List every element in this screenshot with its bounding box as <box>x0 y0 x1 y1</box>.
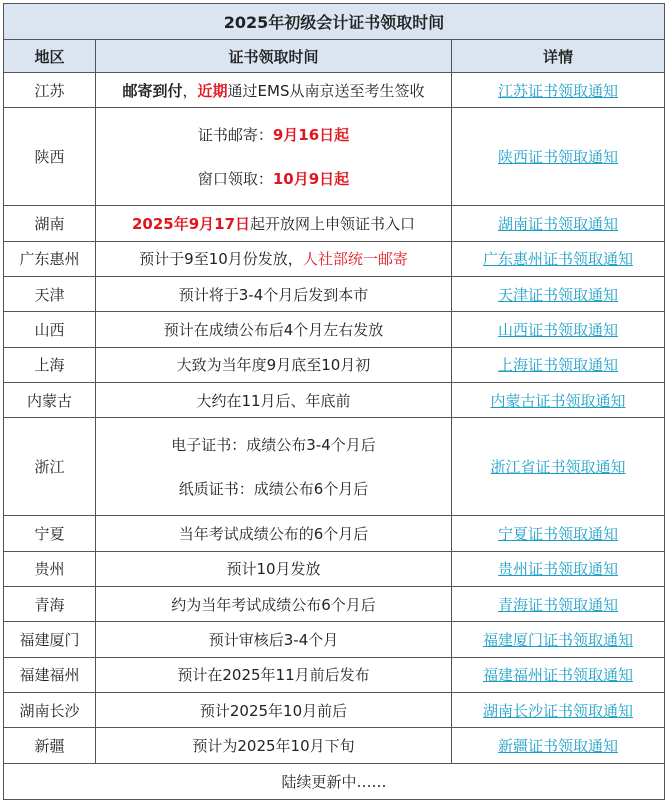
time-cell <box>96 73 452 108</box>
notice-link[interactable]: 上海证书领取通知 <box>498 356 619 375</box>
notice-link[interactable]: 青海证书领取通知 <box>498 595 619 614</box>
detail-cell <box>452 73 665 108</box>
time-text: 通过EMS从南京送至考生签收 <box>227 81 425 100</box>
notice-link[interactable]: 福建福州证书领取通知 <box>483 666 634 685</box>
notice-link[interactable]: 浙江省证书领取通知 <box>490 458 626 477</box>
region-cell: 广东惠州 <box>4 241 96 276</box>
region-cell: 福建福州 <box>4 657 96 692</box>
detail-cell <box>452 277 665 312</box>
column-header-region: 地区 <box>4 40 96 73</box>
detail-cell <box>452 551 665 586</box>
detail-cell <box>452 587 665 622</box>
time-text: 预计在2025年11月前后发布 <box>177 666 370 685</box>
time-cell <box>96 551 452 586</box>
notice-link[interactable]: 新疆证书领取通知 <box>498 737 619 756</box>
region-cell: 山西 <box>4 312 96 347</box>
detail-cell <box>452 693 665 728</box>
time-text: 预计在成绩公布后4个月左右发放 <box>163 321 384 340</box>
region-cell: 青海 <box>4 587 96 622</box>
table-row <box>4 277 665 312</box>
time-cell <box>96 383 452 418</box>
table-row <box>4 383 665 418</box>
notice-link[interactable]: 宁夏证书领取通知 <box>498 525 619 544</box>
detail-cell <box>452 383 665 418</box>
detail-cell <box>452 418 665 516</box>
detail-cell <box>452 206 665 241</box>
notice-link[interactable]: 山西证书领取通知 <box>498 321 619 340</box>
time-text: 人社部统一邮寄 <box>302 250 408 269</box>
detail-cell <box>452 622 665 657</box>
table-row <box>4 73 665 108</box>
region-cell: 湖南 <box>4 206 96 241</box>
time-cell <box>96 108 452 206</box>
region-cell: 宁夏 <box>4 516 96 551</box>
time-text: 预计10月发放 <box>226 560 321 579</box>
notice-link[interactable]: 江苏证书领取通知 <box>498 81 619 100</box>
detail-cell <box>452 312 665 347</box>
table-row <box>4 108 665 206</box>
time-text: 大致为当年度9月底至10月初 <box>176 356 371 375</box>
time-line-1 <box>96 125 451 145</box>
time-cell <box>96 277 452 312</box>
time-text: 预计为2025年10月下旬 <box>192 737 355 756</box>
region-cell: 天津 <box>4 277 96 312</box>
notice-link[interactable]: 广东惠州证书领取通知 <box>483 250 634 269</box>
time-text: 起开放网上申领证书入口 <box>250 215 416 233</box>
time-text: 预计2025年10月前后 <box>199 701 348 720</box>
region-cell: 湖南长沙 <box>4 693 96 728</box>
table-row <box>4 657 665 692</box>
time-line-1 <box>96 435 451 455</box>
time-cell <box>96 418 452 516</box>
region-cell: 浙江 <box>4 418 96 516</box>
table-row <box>4 693 665 728</box>
time-line-2 <box>96 479 451 499</box>
region-cell: 新疆 <box>4 728 96 764</box>
time-text: 证书邮寄： <box>197 125 273 144</box>
table-title: 2025年初级会计证书领取时间 <box>4 4 665 40</box>
region-cell: 上海 <box>4 347 96 382</box>
table-row <box>4 622 665 657</box>
table-row <box>4 587 665 622</box>
table-row <box>4 516 665 551</box>
table-row <box>4 728 665 764</box>
region-cell: 福建厦门 <box>4 622 96 657</box>
time-text: 预计将于3-4个月后发到本市 <box>178 285 369 304</box>
notice-link[interactable]: 陕西证书领取通知 <box>498 148 619 167</box>
notice-link[interactable]: 天津证书领取通知 <box>498 285 619 304</box>
notice-link[interactable]: 贵州证书领取通知 <box>498 560 619 579</box>
time-text: 近期 <box>197 81 228 100</box>
update-note: 陆续更新中…… <box>4 764 665 800</box>
detail-cell <box>452 657 665 692</box>
time-cell <box>96 622 452 657</box>
time-cell <box>96 241 452 276</box>
time-line-2 <box>96 169 451 189</box>
certificate-table <box>3 3 665 800</box>
time-cell <box>96 657 452 692</box>
table-row <box>4 551 665 586</box>
time-cell <box>96 312 452 347</box>
table-body <box>4 73 665 764</box>
column-header-detail: 详情 <box>452 40 665 73</box>
time-text: 预计于9至10月份发放， <box>139 250 303 269</box>
time-text: 当年考试成绩公布的6个月后 <box>178 525 369 544</box>
time-cell <box>96 587 452 622</box>
time-text: 大约在11月后、年底前 <box>196 391 351 410</box>
table-row <box>4 418 665 516</box>
time-text: 邮寄到付 <box>122 81 183 100</box>
time-text: 电子证书：成绩公布3-4个月后 <box>171 435 376 454</box>
notice-link[interactable]: 福建厦门证书领取通知 <box>483 631 634 650</box>
region-cell: 江苏 <box>4 73 96 108</box>
time-text: 9月16日起 <box>272 125 350 144</box>
time-text: 预计审核后3-4个月 <box>208 631 339 650</box>
detail-cell <box>452 516 665 551</box>
notice-link[interactable]: 内蒙古证书领取通知 <box>490 391 626 410</box>
time-cell <box>96 347 452 382</box>
region-cell: 陕西 <box>4 108 96 206</box>
time-text: 约为当年考试成绩公布6个月后 <box>171 595 376 614</box>
table-row <box>4 206 665 241</box>
time-cell <box>96 516 452 551</box>
detail-cell <box>452 347 665 382</box>
table-row <box>4 241 665 276</box>
time-cell <box>96 206 452 241</box>
region-cell: 内蒙古 <box>4 383 96 418</box>
detail-cell <box>452 241 665 276</box>
notice-link[interactable]: 湖南长沙证书领取通知 <box>483 701 634 720</box>
notice-link[interactable]: 湖南证书领取通知 <box>498 215 619 233</box>
time-text: 2025年9月17日 <box>131 215 251 233</box>
table-row <box>4 312 665 347</box>
time-text: 窗口领取： <box>197 169 273 188</box>
region-cell: 贵州 <box>4 551 96 586</box>
time-cell <box>96 693 452 728</box>
table-row <box>4 347 665 382</box>
time-cell <box>96 728 452 764</box>
column-header-time: 证书领取时间 <box>96 40 452 73</box>
detail-cell <box>452 108 665 206</box>
detail-cell <box>452 728 665 764</box>
time-text: 纸质证书：成绩公布6个月后 <box>178 479 369 498</box>
time-text: ， <box>182 81 198 100</box>
time-text: 10月9日起 <box>272 169 350 188</box>
